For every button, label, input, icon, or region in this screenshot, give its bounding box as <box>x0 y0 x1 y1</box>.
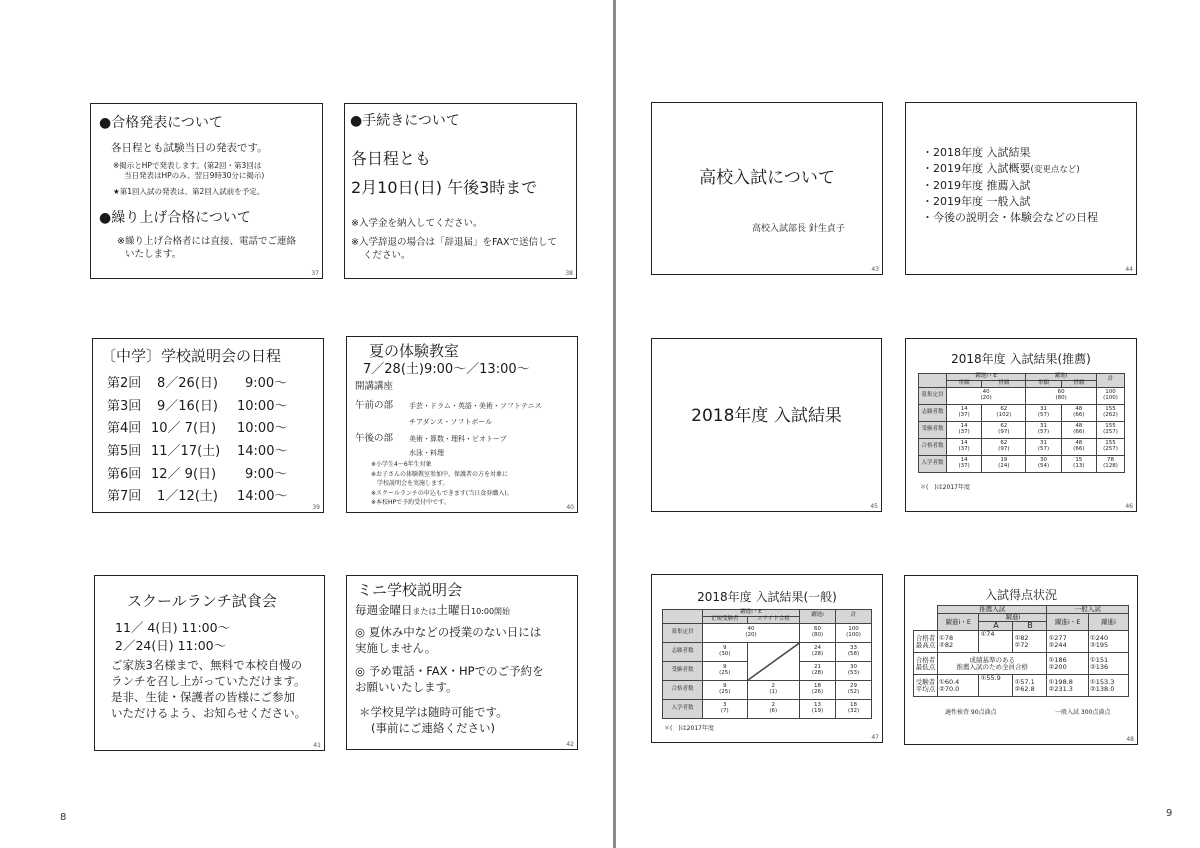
round-label: 第4回 <box>107 421 142 437</box>
table-cell: ①60.4 ②70.0 <box>938 675 979 697</box>
slide-number: 38 <box>565 270 573 277</box>
merged-cell: 成績基準のある 推薦入試のため全員合格 <box>938 653 1047 675</box>
table-cell: 9 (25) <box>703 680 748 699</box>
start-time: 10:00開始 <box>471 607 511 616</box>
table-cell: ①198.8 ②231.3 <box>1047 675 1088 697</box>
table-cell: 100 (100) <box>1097 387 1125 404</box>
header-cell: 躍進i・E <box>703 610 800 617</box>
header-cell: 計 <box>836 610 872 624</box>
slide-title: 高校入試について <box>699 168 835 188</box>
slide-number: 42 <box>566 741 574 748</box>
table-cell: ①57.1 ②62.8 <box>1013 675 1047 697</box>
table-cell: 30 (54) <box>1026 455 1061 472</box>
body-text: ※繰り上げ合格者には直接、電話でご連絡 <box>117 236 296 247</box>
agenda-item: ・今後の説明会・体験会などの日程 <box>922 211 1098 224</box>
results-table <box>918 373 1125 473</box>
row-label: 入学者数 <box>663 699 703 718</box>
slide-number: 45 <box>870 503 878 510</box>
visit-text: (事前にご連絡ください) <box>371 721 495 735</box>
page-gutter <box>613 0 616 848</box>
table-cell: 31 (57) <box>1026 421 1061 438</box>
note-text: 学校説明会を実施します。 <box>377 480 449 487</box>
note-text: ★第1回入試の発表は、第2回入試前を予定。 <box>113 187 265 196</box>
date: 10／ 7(日) <box>151 421 217 437</box>
slide-title: 2018年度 入試結果(一般) <box>697 590 837 604</box>
table-cell: ①74 <box>979 631 1013 653</box>
date: 12／ 9(日) <box>151 466 217 482</box>
table-header <box>914 613 1129 621</box>
header-cell: 単願 <box>1026 380 1061 387</box>
date: 9／16(日) <box>157 398 218 414</box>
slide-45 <box>651 338 882 512</box>
slide-40 <box>346 336 578 513</box>
note-text: ください。 <box>363 250 411 261</box>
bullet-text: ◎ 夏休み中などの授業のない日には <box>355 625 542 639</box>
table-header <box>919 380 1125 387</box>
table-cell: ①186 ②200 <box>1047 653 1088 675</box>
table-row <box>663 699 872 718</box>
table-row <box>914 675 1129 697</box>
time: 10:00～ <box>237 398 288 414</box>
slide-number: 37 <box>311 270 319 277</box>
date: 8／26(日) <box>157 376 218 391</box>
header-cell: B <box>1013 621 1047 630</box>
slide-title: 2018年度 入試結果 <box>691 406 842 426</box>
row-label: 受験者 平均点 <box>914 675 938 697</box>
or-text: または <box>412 607 437 616</box>
course-list: 美術・算数・理科・ビオトープ <box>409 435 507 443</box>
slide-38 <box>344 103 577 279</box>
slide-number: 39 <box>312 504 320 511</box>
header-cell: A <box>979 621 1013 630</box>
footnote: ＊( )は2017年度 <box>664 725 714 732</box>
slide-37 <box>90 103 323 279</box>
slide-number: 43 <box>871 266 879 273</box>
time: 10:00～ <box>237 421 288 437</box>
row-label: 受験者数 <box>663 661 703 680</box>
header-cell <box>919 374 947 388</box>
time: 9:00～ <box>245 376 288 391</box>
table-cell: 60 (80) <box>1026 387 1097 404</box>
footnote: 一般入試 300点満点 <box>1055 709 1111 716</box>
table-cell: ①277 ②244 <box>1047 631 1088 653</box>
table-cell: 29 (52) <box>836 680 872 699</box>
slide-41 <box>94 575 325 751</box>
slide-number: 48 <box>1126 736 1134 743</box>
table-cell: 62 (102) <box>982 404 1026 421</box>
slide-number: 44 <box>1125 266 1133 273</box>
agenda-item-label: ・2019年度 入試概要 <box>922 162 1031 175</box>
header-cell: 躍進i <box>1026 374 1097 381</box>
slide-46 <box>905 338 1137 512</box>
footnote: 適性検査 90点満点 <box>945 709 997 716</box>
table-row <box>919 387 1125 404</box>
slide-title: 〔中学〕学校説明会の日程 <box>101 347 282 365</box>
score-table <box>913 605 1129 697</box>
row-label: 募集定員 <box>919 387 947 404</box>
body-text: 各日程とも試験当日の発表です。 <box>111 142 268 154</box>
left-page-number: 8 <box>60 812 67 823</box>
event-date: 2／24(日) 11:00～ <box>115 638 227 653</box>
event-date: 11／ 4(日) 11:00～ <box>115 620 231 635</box>
note-text: ※小学生4～6年生対象 <box>371 461 432 468</box>
table-cell: 48 (66) <box>1061 404 1096 421</box>
diagonal-line <box>748 643 799 680</box>
header-cell: 一般入試 <box>1047 606 1129 614</box>
row-label: 合格者 最低点 <box>914 653 938 675</box>
table-cell: 19 (24) <box>982 455 1026 472</box>
body-text: いたします。 <box>125 249 182 260</box>
table-cell: ①82 ②72 <box>1013 631 1047 653</box>
course-list: チアダンス・ソフトボール <box>409 418 493 426</box>
row-label: 合格者数 <box>663 680 703 699</box>
round-label: 第7回 <box>107 489 142 505</box>
slide-title: スクールランチ試食会 <box>127 592 277 610</box>
header-cell: 躍進i <box>979 613 1047 621</box>
round-label: 第2回 <box>107 376 142 391</box>
round-label: 第6回 <box>107 466 142 482</box>
schedule-text <box>355 604 510 618</box>
note-text: ※本校HPで予約受付中です。 <box>371 499 450 506</box>
table-row <box>919 421 1125 438</box>
row-label: 合格者 最高点 <box>914 631 938 653</box>
slide-title: 夏の体験教室 <box>369 342 460 360</box>
table-cell: ①153.3 ②138.0 <box>1088 675 1128 697</box>
table-row <box>919 455 1125 472</box>
table-cell: 14 (37) <box>947 421 982 438</box>
note-text: ※スクールランチの申込もできます(当日食券購入)。 <box>371 490 513 497</box>
table-cell: ①240 ②195 <box>1088 631 1128 653</box>
table-row <box>919 438 1125 455</box>
header-cell: 躍進i・E <box>947 374 1026 381</box>
table-row <box>914 631 1129 653</box>
row-label: 入学者数 <box>919 455 947 472</box>
slide-title: ●合格発表について <box>99 115 223 131</box>
slide-title: ミニ学校説明会 <box>357 581 463 599</box>
table-cell: 48 (66) <box>1061 421 1096 438</box>
table-row <box>663 623 872 642</box>
table-cell: 3 (7) <box>703 699 748 718</box>
right-page-number: 9 <box>1166 808 1173 819</box>
body-text: ランチを召し上がっていただけます。 <box>111 674 306 688</box>
diagonal-cell <box>747 642 799 680</box>
table-cell: 31 (57) <box>1026 404 1061 421</box>
table-cell: 14 (37) <box>947 455 982 472</box>
agenda-item: ・2018年度 入試結果 <box>922 146 1031 159</box>
date: 1／12(土) <box>157 489 218 505</box>
note-text: ※掲示とHPで発表します。(第2回・第3回は <box>113 161 262 170</box>
table-row <box>919 404 1125 421</box>
corner-cell <box>914 606 938 631</box>
table-cell: 18 (32) <box>836 699 872 718</box>
table-cell: ①78 ②82 <box>938 631 979 653</box>
table-row <box>663 680 872 699</box>
table-cell: 2 (1) <box>747 680 799 699</box>
body-text: ご家族3名様まで、無料で本校自慢の <box>111 658 303 672</box>
table-cell: 60 (80) <box>800 623 836 642</box>
header-cell: 躍進i・E <box>1047 613 1088 630</box>
friday-text: 毎週金曜日 <box>355 603 413 617</box>
note-text: 当日発表はHPのみ、翌日9時30分に掲示) <box>124 171 265 180</box>
note-text: ※お子さんの体験教室参加中、保護者の方を対象に <box>371 471 509 478</box>
body-text: いただけるよう、お知らせください。 <box>111 706 307 720</box>
header-cell: 推薦入試 <box>938 606 1047 614</box>
event-date: 7／28(土)9:00～／13:00～ <box>363 362 530 377</box>
course-list: 水泳・料理 <box>409 449 444 457</box>
body-text: 各日程とも <box>351 149 432 168</box>
table-header <box>919 374 1125 381</box>
table-cell: 18 (26) <box>800 680 836 699</box>
table-cell: 14 (37) <box>947 404 982 421</box>
table-cell: 62 (97) <box>982 421 1026 438</box>
agenda-list <box>922 145 1098 226</box>
slide-number: 41 <box>313 742 321 749</box>
table-cell: 21 (28) <box>800 661 836 680</box>
slide-47 <box>651 574 883 743</box>
header-cell: スライド合格 <box>747 616 799 623</box>
table-cell: 33 (58) <box>836 642 872 661</box>
slide-number: 40 <box>566 504 574 511</box>
header-cell: 計 <box>1097 374 1125 388</box>
table-cell: 100 (100) <box>836 623 872 642</box>
time: 14:00～ <box>237 489 288 505</box>
slide-title: ●手続きについて <box>350 113 460 129</box>
row-label: 志願者数 <box>663 642 703 661</box>
table-cell: 9 (25) <box>703 661 748 680</box>
slide-48 <box>904 575 1138 745</box>
agenda-item <box>922 161 1098 178</box>
results-table <box>662 609 872 719</box>
table-cell: 30 (53) <box>836 661 872 680</box>
table-cell: 40 (20) <box>703 623 800 642</box>
section-heading: 開講講座 <box>355 381 394 392</box>
slide-44 <box>905 102 1137 275</box>
slide-43 <box>651 102 883 275</box>
slide-number: 47 <box>871 734 879 741</box>
table-row <box>663 642 872 661</box>
row-label: 志願者数 <box>919 404 947 421</box>
table-cell: 14 (37) <box>947 438 982 455</box>
slide-number: 46 <box>1125 503 1133 510</box>
table-cell: 2 (6) <box>747 699 799 718</box>
table-cell: 24 (28) <box>800 642 836 661</box>
table-cell: ①55.9 <box>979 675 1013 697</box>
note-text: ※入学辞退の場合は「辞退届」をFAXで送信して <box>351 237 558 248</box>
agenda-item: ・2019年度 推薦入試 <box>922 179 1031 192</box>
bullet-text: ◎ 予め電話・FAX・HPでのご予約を <box>355 664 544 678</box>
round-label: 第5回 <box>107 444 142 460</box>
slide-39 <box>92 338 324 513</box>
table-cell: 78 (128) <box>1097 455 1125 472</box>
header-cell: 正規受験者 <box>703 616 748 623</box>
table-cell: 62 (97) <box>982 438 1026 455</box>
header-cell: 併願 <box>1061 380 1096 387</box>
table-cell: 13 (19) <box>800 699 836 718</box>
round-label: 第3回 <box>107 398 142 414</box>
table-header <box>914 606 1129 614</box>
table-cell: 155 (257) <box>1097 438 1125 455</box>
table-cell: 40 (20) <box>947 387 1026 404</box>
bullet-text: 実施しません。 <box>355 641 437 655</box>
note-text: ※入学金を納入してください。 <box>351 218 483 229</box>
header-cell <box>663 610 703 624</box>
visit-text: ＊学校見学は随時可能です。 <box>359 705 508 719</box>
time: 14:00～ <box>237 444 288 460</box>
header-cell: 併願 <box>982 380 1026 387</box>
table-cell: 9 (30) <box>703 642 748 661</box>
row-label: 募集定員 <box>663 623 703 642</box>
time: 9:00～ <box>245 466 288 482</box>
date: 11／17(土) <box>151 444 221 460</box>
table-cell: ①151 ②136 <box>1088 653 1128 675</box>
slide-title: ●繰り上げ合格について <box>99 210 251 226</box>
table-cell: 155 (257) <box>1097 421 1125 438</box>
header-cell: 躍進i・E <box>938 613 979 630</box>
session-label: 午前の部 <box>355 400 394 411</box>
header-cell: 躍進i <box>1088 613 1128 630</box>
table-cell: 31 (57) <box>1026 438 1061 455</box>
bullet-text: お願いいたします。 <box>355 680 458 694</box>
slide-title: 入試得点状況 <box>984 588 1057 602</box>
deadline-text: 2月10日(日) 午後3時まで <box>351 178 538 197</box>
table-row <box>914 653 1129 675</box>
slide-title: 2018年度 入試結果(推薦) <box>951 352 1091 366</box>
table-cell: 48 (66) <box>1061 438 1096 455</box>
body-text: 是非、生徒・保護者の皆様にご参加 <box>111 690 295 704</box>
course-list: 手芸・ドラム・英語・美術・ソフトテニス <box>409 402 542 410</box>
table-cell: 155 (262) <box>1097 404 1125 421</box>
footnote: ＊( )は2017年度 <box>920 484 970 491</box>
presenter-name: 高校入試部長 針生貞子 <box>752 224 845 234</box>
row-label: 受験者数 <box>919 421 947 438</box>
session-label: 午後の部 <box>355 433 394 444</box>
header-cell: 躍進i <box>800 610 836 624</box>
agenda-item-note: (変更点など) <box>1030 165 1080 175</box>
row-label: 合格者数 <box>919 438 947 455</box>
header-cell: 単願 <box>947 380 982 387</box>
saturday-text: 土曜日 <box>436 603 471 617</box>
agenda-item: ・2019年度 一般入試 <box>922 195 1031 208</box>
table-cell: 15 (13) <box>1061 455 1096 472</box>
slide-42 <box>346 575 578 750</box>
